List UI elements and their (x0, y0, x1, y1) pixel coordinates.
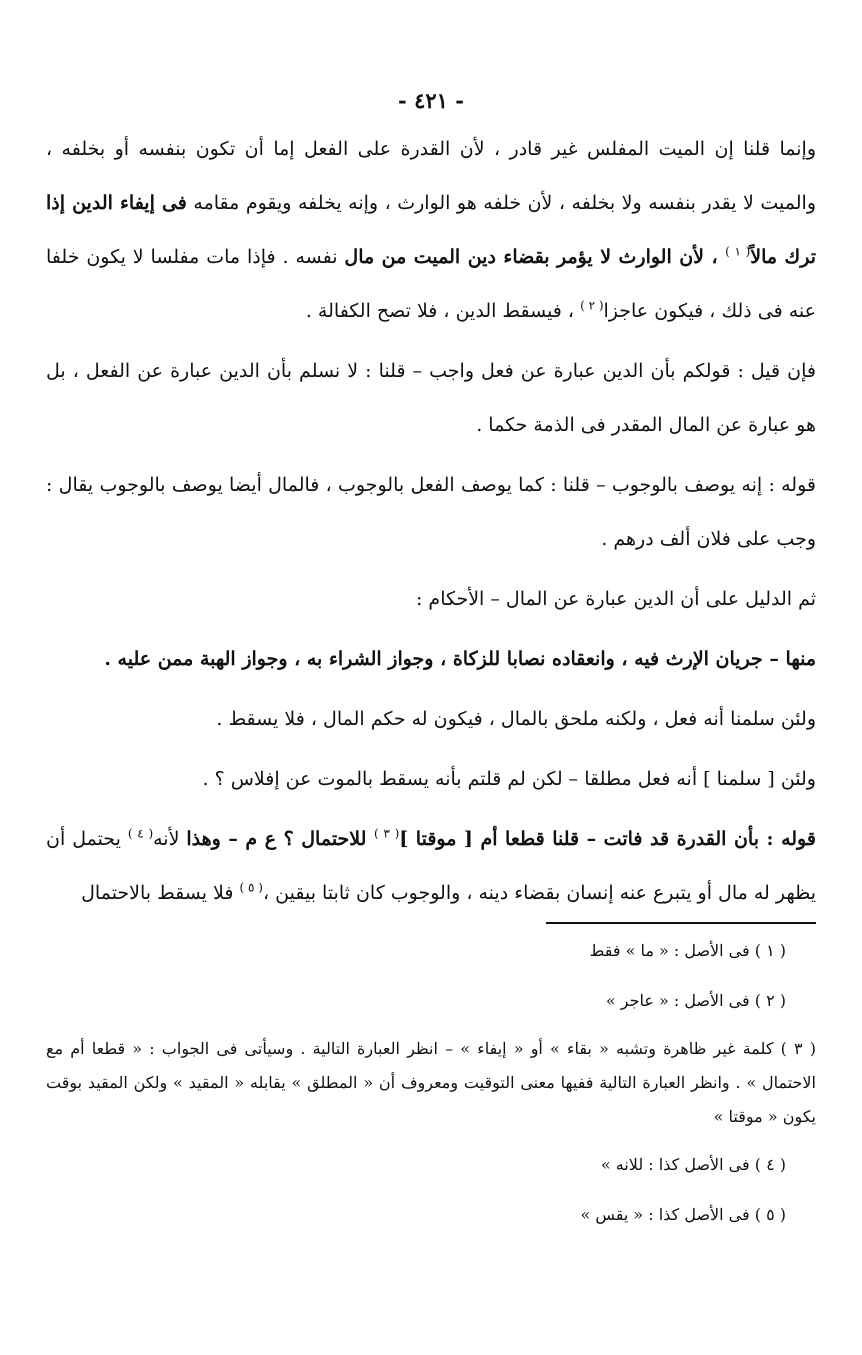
footnote-ref: ( ٣ ) (373, 826, 400, 841)
text-run: ولئن [ سلمنا ] أنه فعل مطلقا – لكن لم قلتم بأنه يسقط بالموت عن إفلاس ؟ . (202, 768, 816, 790)
main-text (46, 122, 816, 920)
page-number: - ٤٢١ - (398, 88, 464, 113)
footnote-ref: ( ٥ ) (239, 880, 263, 895)
paragraph (46, 344, 816, 452)
footnote-divider (546, 922, 816, 924)
text-run: نفسه . فإذا مات مفلسا لا يكون خلفا عنه فى ذلك ، فيكون عاجزا (46, 246, 816, 322)
paragraph (46, 458, 816, 566)
paragraph (46, 122, 816, 338)
paragraph (46, 572, 816, 626)
bold-text: ، لأن الوارث لا يؤمر بقضاء دين الميت من مال (344, 246, 726, 268)
footnote-4: ( ٤ ) فى الأصل كذا : للانه » (600, 1155, 786, 1174)
text-run: ثم الدليل على أن الدين عبارة عن المال – الأحكام : (415, 588, 816, 610)
paragraph (46, 692, 816, 746)
footnote-1: ( ١ ) فى الأصل : « ما » فقط (589, 941, 786, 960)
bold-text: منها – جريان الإرث فيه ، وانعقاده نصابا للزكاة ، وجواز الشراء به ، وجواز الهبة ممن عليه . (104, 648, 816, 670)
text-run: ولئن سلمنا أنه فعل ، ولكنه ملحق بالمال ، فيكون له حكم المال ، فلا يسقط . (216, 708, 816, 730)
text-run: فإن قيل : قولكم بأن الدين عبارة عن فعل واجب – قلنا : لا نسلم بأن الدين عبارة عن الفعل ، بل هو عبارة عن المال المقدر فى الذمة حكما . (46, 360, 816, 436)
text-run: لأنه (153, 828, 187, 850)
footnote-ref: ( ٤ ) (127, 826, 154, 841)
text-run: وإنما قلنا إن الميت المفلس غير قادر ، لأن القدرة على الفعل إما أن تكون بنفسه أو بخلفه ، والميت لا يقدر بنفسه ولا بخلفه ، لأن خلفه هو الوارث ، وإنه يخلفه ويقوم مقامه (46, 138, 816, 214)
footnotes (46, 932, 816, 1234)
footnote-5: ( ٥ ) فى الأصل كذا : « يقس » (580, 1205, 786, 1224)
paragraph (46, 812, 816, 920)
paragraph (46, 752, 816, 806)
footnote-ref: ( ١ ) (725, 244, 751, 259)
bold-text: فى إيفاء الدين إذا ترك مالاً (46, 192, 816, 268)
footnote-ref: ( ٢ ) (580, 298, 604, 313)
text-run: يحتمل أن يظهر له مال أو يتبرع عنه إنسان بقضاء دينه ، والوجوب كان ثابتا بيقين ، (46, 828, 816, 904)
text-run: قوله : إنه يوصف بالوجوب – قلنا : كما يوصف الفعل بالوجوب ، فالمال أيضا يوصف بالوجوب يقال : وجب على فلان ألف درهم . (46, 474, 816, 550)
text-run: ، فيسقط الدين ، فلا تصح الكفالة . (305, 300, 581, 322)
footnote-2: ( ٢ ) فى الأصل : « عاجر » (605, 991, 786, 1010)
text-run: فلا يسقط بالاحتمال (81, 882, 240, 904)
footnote-3: ( ٣ ) كلمة غير ظاهرة وتشبه « بقاء » أو « إيفاء » – انظر العبارة التالية . وسيأتى فى الجواب : « قطعا أم مع الاحتمال » . وانظر العبارة التالية ففيها معنى التوقيت ومعروف أن « المطلق » يقابله « المقيد » ولكن المقيد بوقت يكون « موقتا » (46, 1039, 816, 1126)
bold-text: قوله : بأن القدرة قد فاتت – قلنا قطعا أم [ موقتا ] (399, 828, 816, 850)
bold-text: للاحتمال ؟ ع م – وهذا (186, 828, 374, 850)
paragraph (46, 632, 816, 686)
